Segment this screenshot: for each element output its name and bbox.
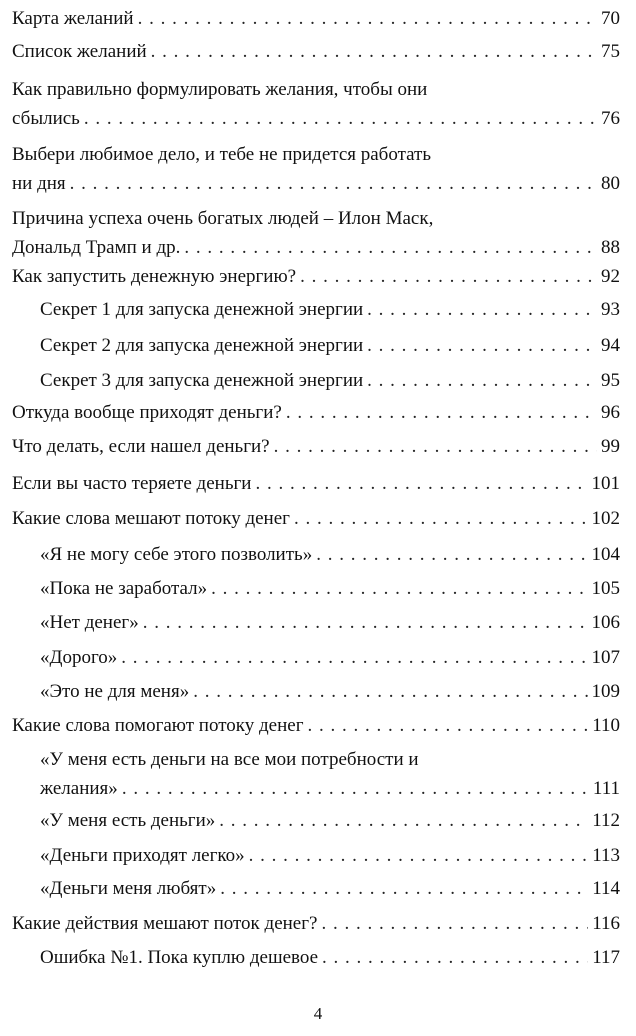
dot-leader bbox=[308, 711, 589, 740]
toc-entry[interactable] bbox=[40, 574, 620, 603]
dot-leader bbox=[220, 874, 588, 903]
dot-leader bbox=[70, 169, 597, 198]
toc-entry-title: Секрет 3 для запуска денежной энергии bbox=[40, 370, 364, 391]
toc-page-number: 76 bbox=[601, 108, 620, 129]
toc-entry[interactable] bbox=[40, 643, 620, 672]
dot-leader bbox=[316, 540, 587, 569]
toc-entry[interactable] bbox=[12, 398, 620, 427]
toc-page-number: 94 bbox=[601, 335, 620, 356]
toc-entry[interactable] bbox=[40, 540, 620, 569]
toc-page-number: 112 bbox=[592, 810, 620, 831]
toc-entry-title: Карта желаний bbox=[12, 8, 134, 29]
toc-entry-title: «Деньги меня любят» bbox=[40, 878, 217, 899]
toc-entry-title: желания» bbox=[40, 778, 118, 799]
toc-entry[interactable] bbox=[12, 140, 620, 198]
toc-entry-title: Что делать, если нашел деньги? bbox=[12, 436, 270, 457]
toc-entry-title: ни дня bbox=[12, 173, 66, 194]
toc-page-number: 96 bbox=[601, 402, 620, 423]
toc-page-number: 109 bbox=[591, 681, 620, 702]
dot-leader bbox=[138, 4, 597, 33]
toc-page-number: 101 bbox=[591, 473, 620, 494]
toc-entry[interactable] bbox=[40, 806, 620, 835]
toc-page-number: 111 bbox=[592, 778, 620, 799]
toc-page-number: 93 bbox=[601, 299, 620, 320]
toc-entry-title: Секрет 2 для запуска денежной энергии bbox=[40, 335, 364, 356]
toc-page-number: 95 bbox=[601, 370, 620, 391]
toc-entry[interactable] bbox=[40, 841, 620, 870]
toc-entry[interactable] bbox=[12, 909, 620, 938]
toc-entry-title: Какие слова мешают потоку денег bbox=[12, 508, 290, 529]
toc-entry-title-line: «У меня есть деньги на все мои потребности и bbox=[40, 749, 419, 770]
dot-leader bbox=[219, 806, 588, 835]
dot-leader bbox=[184, 233, 597, 262]
toc-entry[interactable] bbox=[40, 874, 620, 903]
dot-leader bbox=[143, 608, 588, 637]
dot-leader bbox=[321, 909, 588, 938]
toc-entry-title: «Деньги приходят легко» bbox=[40, 845, 245, 866]
toc-page-number: 107 bbox=[591, 647, 620, 668]
dot-leader bbox=[121, 643, 587, 672]
toc-entry[interactable] bbox=[40, 608, 620, 637]
toc-entry-title: сбылись bbox=[12, 108, 80, 129]
dot-leader bbox=[367, 331, 597, 360]
toc-entry-title: Дональд Трамп и др. bbox=[12, 237, 181, 258]
toc-page-number: 104 bbox=[591, 544, 620, 565]
toc-page-number: 80 bbox=[601, 173, 620, 194]
toc-entry-title: Откуда вообще приходят деньги? bbox=[12, 402, 282, 423]
dot-leader bbox=[193, 677, 587, 706]
dot-leader bbox=[367, 366, 597, 395]
toc-page-number: 113 bbox=[592, 845, 620, 866]
toc-entry[interactable] bbox=[40, 943, 620, 972]
toc-entry-title: Как запустить денежную энергию? bbox=[12, 266, 297, 287]
toc-page-number: 75 bbox=[601, 41, 620, 62]
toc-entry[interactable] bbox=[12, 262, 620, 291]
toc-page-number: 99 bbox=[601, 436, 620, 457]
dot-leader bbox=[255, 469, 587, 498]
toc-page-number: 116 bbox=[592, 913, 620, 934]
toc-entry[interactable] bbox=[40, 366, 620, 395]
dot-leader bbox=[294, 504, 588, 533]
dot-leader bbox=[286, 398, 597, 427]
toc-entry-title: «Нет денег» bbox=[40, 612, 139, 633]
toc-page-number: 102 bbox=[591, 508, 620, 529]
toc-entry-title: Секрет 1 для запуска денежной энергии bbox=[40, 299, 364, 320]
dot-leader bbox=[84, 104, 597, 133]
toc-page-number: 114 bbox=[592, 878, 620, 899]
toc-entry[interactable] bbox=[40, 295, 620, 324]
dot-leader bbox=[122, 774, 589, 803]
toc-page-number: 117 bbox=[592, 947, 620, 968]
toc-page-number: 70 bbox=[601, 8, 620, 29]
toc-entry[interactable] bbox=[40, 331, 620, 360]
toc-entry-title-line: Выбери любимое дело, и тебе не придется работать bbox=[12, 144, 432, 165]
toc-entry[interactable] bbox=[12, 711, 620, 740]
toc-entry-title-line: Причина успеха очень богатых людей – Илон Маск, bbox=[12, 208, 434, 229]
toc-entry-title: «Дорого» bbox=[40, 647, 118, 668]
toc-entry-title: Список желаний bbox=[12, 41, 147, 62]
toc-entry[interactable] bbox=[40, 745, 620, 803]
page-number: 4 bbox=[313, 1004, 323, 1023]
toc-entry[interactable] bbox=[12, 504, 620, 533]
toc-entry-title: Какие действия мешают поток денег? bbox=[12, 913, 318, 934]
toc-entry-title: Ошибка №1. Пока куплю дешевое bbox=[40, 947, 319, 968]
dot-leader bbox=[300, 262, 597, 291]
dot-leader bbox=[151, 37, 597, 66]
toc-entry-title: «У меня есть деньги» bbox=[40, 810, 216, 831]
dot-leader bbox=[274, 432, 597, 461]
toc-entry[interactable] bbox=[40, 677, 620, 706]
toc-entry-title: «Я не могу себе этого позволить» bbox=[40, 544, 313, 565]
toc-page-number: 88 bbox=[601, 237, 620, 258]
dot-leader bbox=[322, 943, 588, 972]
toc-entry[interactable] bbox=[12, 469, 620, 498]
toc-entry[interactable] bbox=[12, 4, 620, 33]
toc-page-number: 105 bbox=[591, 578, 620, 599]
toc-entry[interactable] bbox=[12, 432, 620, 461]
dot-leader bbox=[249, 841, 589, 870]
dot-leader bbox=[211, 574, 587, 603]
toc-entry-title: Какие слова помогают потоку денег bbox=[12, 715, 304, 736]
toc-entry-title: Если вы часто теряете деньги bbox=[12, 473, 252, 494]
dot-leader bbox=[367, 295, 597, 324]
toc-entry[interactable] bbox=[12, 75, 620, 133]
toc-entry-title: «Это не для меня» bbox=[40, 681, 190, 702]
toc-page-number: 92 bbox=[601, 266, 620, 287]
toc-entry-title: «Пока не заработал» bbox=[40, 578, 208, 599]
toc-page-number: 106 bbox=[591, 612, 620, 633]
toc-entry-title-line: Как правильно формулировать желания, чтобы они bbox=[12, 79, 428, 100]
toc-page-number: 110 bbox=[592, 715, 620, 736]
toc-entry[interactable] bbox=[12, 37, 620, 66]
toc-entry[interactable] bbox=[12, 204, 620, 262]
